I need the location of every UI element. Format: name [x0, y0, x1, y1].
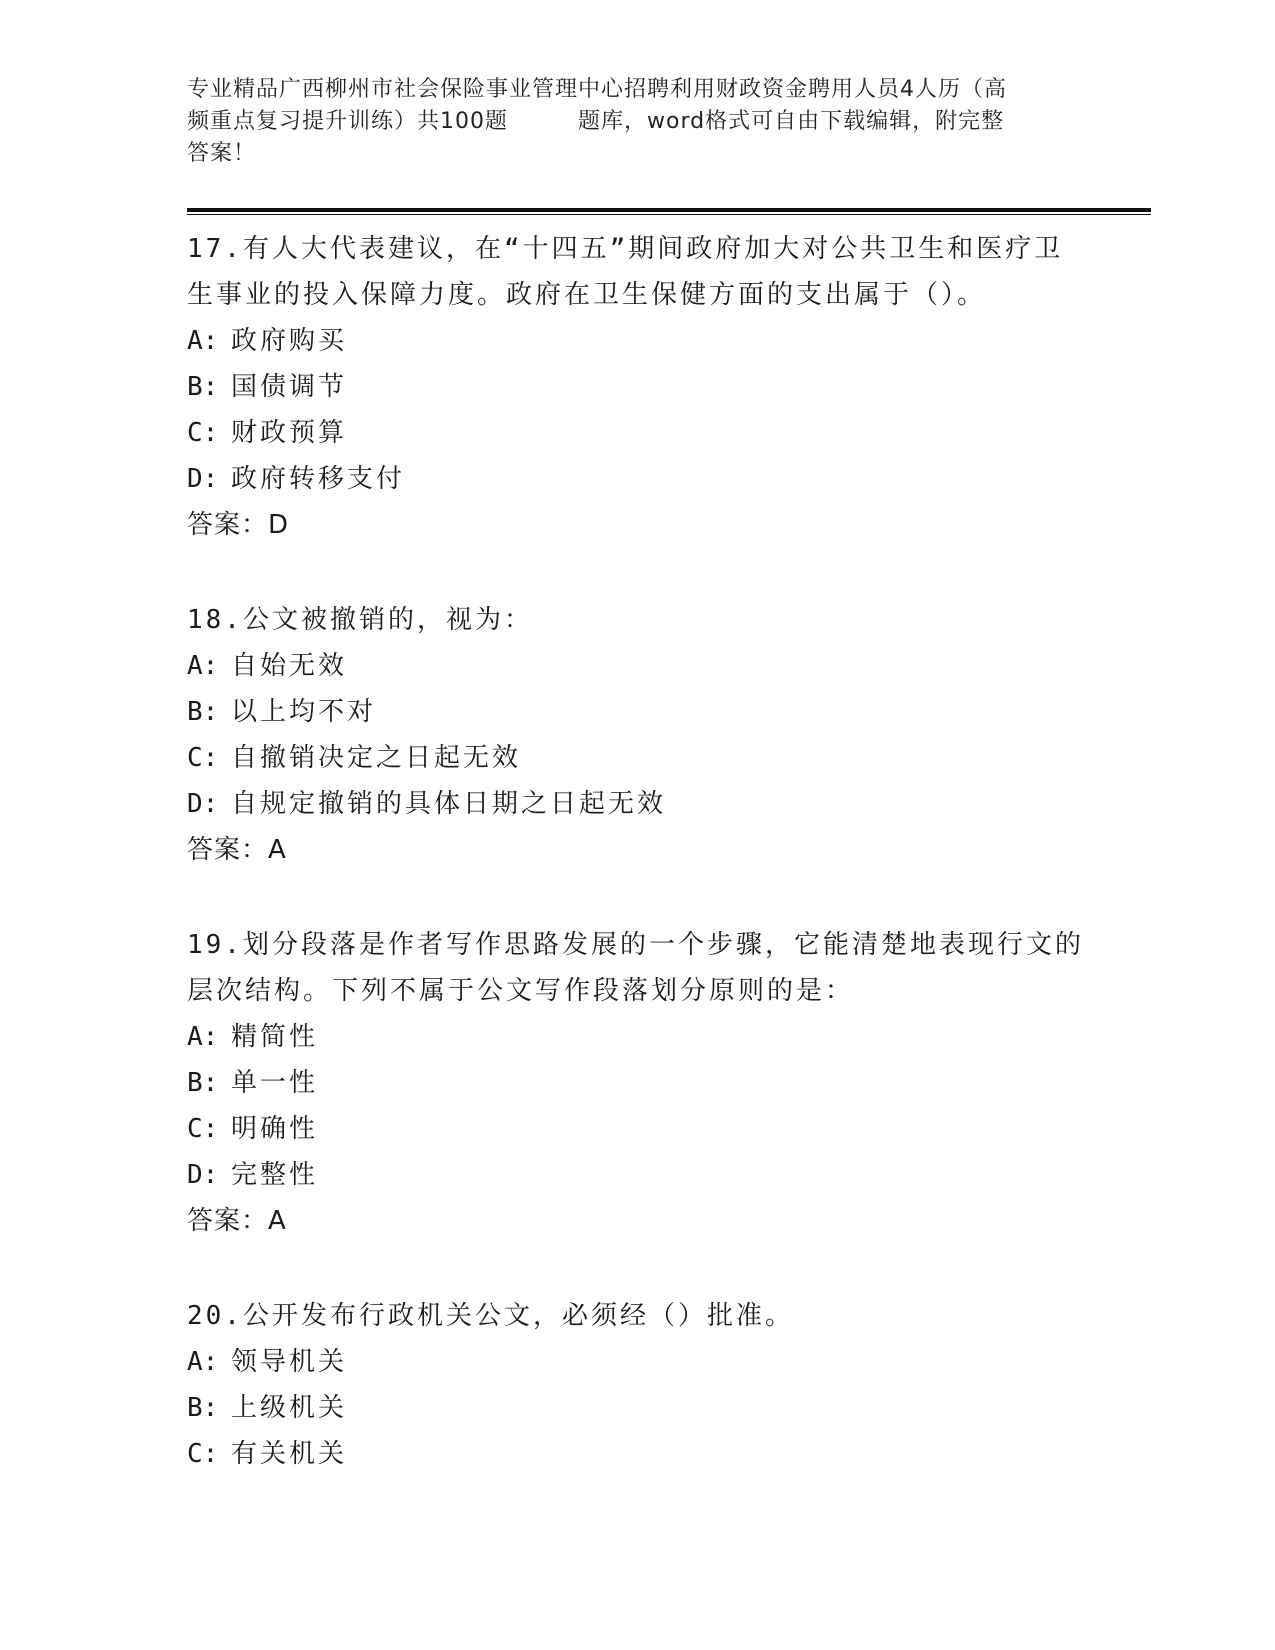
option-key: D: [187, 464, 219, 494]
option-a [187, 1014, 1087, 1060]
option-key: B: [187, 1393, 219, 1423]
option-d [187, 781, 1087, 827]
question-19 [187, 922, 1087, 1244]
option-key: A: [187, 1347, 219, 1377]
option-key: B: [187, 372, 219, 402]
option-text: 单一性 [231, 1068, 319, 1098]
option-b [187, 1060, 1087, 1106]
question-17 [187, 226, 1087, 548]
option-a [187, 643, 1087, 689]
option-b [187, 364, 1087, 410]
header-line-2-part-a: 频重点复习提升训练）共100题 [187, 109, 508, 134]
option-key: C: [187, 1114, 219, 1144]
header-line-3: 答案！ [187, 141, 257, 166]
option-key: B: [187, 697, 219, 727]
answer-line: 答案：A [187, 835, 287, 865]
option-text: 财政预算 [231, 418, 348, 448]
question-title-line: 20.公开发布行政机关公文，必须经（）批准。 [187, 1301, 794, 1331]
header-line-1: 专业精品广西柳州市社会保险事业管理中心招聘利用财政资金聘用人员4人历（高 [187, 77, 1007, 102]
option-key: A: [187, 326, 219, 356]
question-title-line: 生事业的投入保障力度。政府在卫生保健方面的支出属于（）。 [187, 280, 987, 310]
option-key: A: [187, 651, 219, 681]
header-divider-thick [187, 208, 1151, 212]
option-key: D: [187, 789, 219, 819]
option-a [187, 318, 1087, 364]
option-d [187, 456, 1087, 502]
option-d [187, 1152, 1087, 1198]
option-a [187, 1339, 1087, 1385]
option-text: 明确性 [231, 1114, 319, 1144]
option-text: 自规定撤销的具体日期之日起无效 [231, 789, 667, 819]
option-text: 政府转移支付 [231, 464, 406, 494]
option-text: 有关机关 [231, 1439, 348, 1469]
option-text: 自撤销决定之日起无效 [231, 743, 522, 773]
option-key: D: [187, 1160, 219, 1190]
option-text: 上级机关 [231, 1393, 348, 1423]
option-text: 完整性 [231, 1160, 319, 1190]
option-c [187, 735, 1087, 781]
answer-line: 答案：D [187, 510, 290, 540]
option-key: C: [187, 1439, 219, 1469]
option-text: 国债调节 [231, 372, 348, 402]
option-text: 政府购买 [231, 326, 348, 356]
question-title-line: 18.公文被撤销的，视为： [187, 605, 533, 635]
option-text: 领导机关 [231, 1347, 348, 1377]
option-key: C: [187, 418, 219, 448]
option-b [187, 1385, 1087, 1431]
option-key: A: [187, 1022, 219, 1052]
header-divider-thin [187, 214, 1151, 215]
answer-line: 答案：A [187, 1206, 287, 1236]
option-key: C: [187, 743, 219, 773]
option-text: 以上均不对 [231, 697, 377, 727]
option-c [187, 1431, 1087, 1477]
option-c [187, 1106, 1087, 1152]
question-title-line: 17.有人大代表建议，在“十四五”期间政府加大对公共卫生和医疗卫 [187, 234, 1064, 264]
question-20 [187, 1293, 1087, 1477]
question-title-line: 19.划分段落是作者写作思路发展的一个步骤，它能清楚地表现行文的 [187, 930, 1084, 960]
option-text: 自始无效 [231, 651, 348, 681]
question-list [187, 226, 1087, 1526]
question-18 [187, 597, 1087, 873]
option-c [187, 410, 1087, 456]
header-line-2-part-b: 题库，word格式可自由下载编辑，附完整 [578, 109, 1005, 134]
header-line-2 [187, 106, 1092, 138]
question-title-line: 层次结构。下列不属于公文写作段落划分原则的是： [187, 976, 855, 1006]
option-b [187, 689, 1087, 735]
document-header [187, 74, 1092, 170]
option-text: 精简性 [231, 1022, 319, 1052]
option-key: B: [187, 1068, 219, 1098]
